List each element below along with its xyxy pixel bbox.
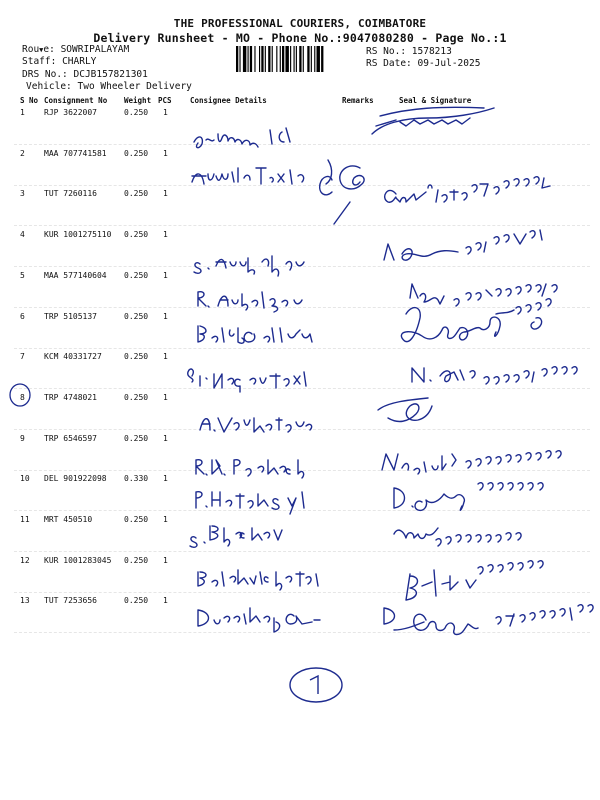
cell-pcs: 1 <box>163 148 168 158</box>
cell-sno: 5 <box>20 270 25 280</box>
staff-value: CHARLY <box>62 56 97 67</box>
cell-sno: 9 <box>20 433 25 443</box>
barcode-bar <box>307 46 309 72</box>
barcode-bar <box>236 46 238 72</box>
cell-consignment-no: RJP 3622007 <box>44 108 97 117</box>
rs-no-line <box>366 46 452 57</box>
cell-weight: 0.250 <box>124 352 149 362</box>
vehicle-line <box>26 81 192 92</box>
cell-weight: 0.250 <box>124 596 149 606</box>
cell-consignment-no: KUR 1001283045 <box>44 555 112 565</box>
handwritten-signatures-and-phones <box>376 150 600 640</box>
cell-pcs: 1 <box>163 311 168 321</box>
seal-stamp <box>366 104 496 140</box>
route-label-colon: e: <box>43 44 55 55</box>
cell-pcs: 1 <box>163 515 168 524</box>
barcode-bar <box>303 46 304 72</box>
drs-line <box>22 69 148 80</box>
barcode-bar <box>282 46 284 72</box>
cell-pcs: 1 <box>163 270 168 280</box>
staff-line <box>22 56 96 67</box>
cell-pcs: 1 <box>163 474 168 484</box>
cell-consignment-no: TRP 5105137 <box>44 311 97 321</box>
cell-sno: 10 <box>20 474 30 484</box>
cell-consignment-no: TRP 4748021 <box>44 392 97 402</box>
cell-sno: 11 <box>20 515 30 524</box>
cell-pcs: 1 <box>163 108 168 117</box>
runsheet-subtitle: Delivery Runsheet - MO - Phone No.:9047080280 - Page No.:1 <box>93 31 507 45</box>
cell-sno: 13 <box>20 596 30 606</box>
route-value: SOWRIPALAYAM <box>60 44 130 55</box>
vehicle-value: Two Wheeler Delivery <box>77 81 192 92</box>
company-title: THE PROFESSIONAL COURIERS, COIMBATORE <box>173 17 427 30</box>
barcode-bar <box>272 46 273 72</box>
cell-pcs: 1 <box>163 230 168 240</box>
barcode-bar <box>296 46 297 72</box>
rs-no-label: RS No.: <box>366 46 407 57</box>
rs-no-value: 1578213 <box>411 46 452 57</box>
barcode-bar <box>285 46 288 72</box>
barcode-bar <box>321 46 323 72</box>
col-header-sno: S No <box>20 96 39 105</box>
drs-label: DRS No.: <box>22 69 68 80</box>
cell-weight: 0.250 <box>124 392 149 402</box>
barcode <box>236 46 358 72</box>
cell-consignment-no: KCM 40331727 <box>44 352 102 362</box>
barcode-bar <box>250 46 252 72</box>
cell-consignment-no: MRT 450510 <box>44 515 93 524</box>
cell-sno: 6 <box>20 311 25 321</box>
cell-consignment-no: TUT 7260116 <box>44 189 97 199</box>
barcode-bar <box>259 46 260 72</box>
route-label: Rou <box>22 44 40 55</box>
col-header-seal-signature: Seal & Signature <box>399 96 472 105</box>
cell-pcs: 1 <box>163 433 168 443</box>
cell-sno: 8 <box>20 392 25 402</box>
cell-weight: 0.250 <box>124 230 149 240</box>
col-header-consignee: Consignee Details <box>190 96 267 105</box>
barcode-bar <box>276 46 277 72</box>
cell-weight: 0.250 <box>124 148 149 158</box>
barcode-bar <box>280 46 281 72</box>
cell-weight: 0.250 <box>124 311 149 321</box>
drs-value: DCJB157821301 <box>73 69 148 80</box>
cell-sno: 7 <box>20 352 25 362</box>
barcode-bar <box>265 46 266 72</box>
barcode-bar <box>243 46 246 72</box>
cell-pcs: 1 <box>163 596 168 606</box>
circle-annotation-row-8 <box>7 382 33 408</box>
rs-date-line <box>366 58 480 69</box>
vehicle-label: Vehicle: <box>26 81 72 92</box>
cell-weight: 0.250 <box>124 270 149 280</box>
barcode-bar <box>254 46 255 72</box>
rs-date-label: RS Date: <box>366 58 412 69</box>
cell-pcs: 1 <box>163 352 168 362</box>
barcode-bar <box>290 46 291 72</box>
cell-pcs: 1 <box>163 555 168 565</box>
cell-sno: 12 <box>20 555 30 565</box>
handwritten-consignee-names <box>186 120 336 640</box>
barcode-bar <box>294 46 295 72</box>
col-header-consignment: Consignment No <box>44 96 108 105</box>
barcode-bar <box>261 46 263 72</box>
cell-consignment-no: MAA 707741581 <box>44 148 107 158</box>
barcode-bar <box>268 46 270 72</box>
barcode-bar <box>248 46 249 72</box>
cell-weight: 0.250 <box>124 515 149 524</box>
rs-date-value: 09-Jul-2025 <box>417 58 481 69</box>
cell-weight: 0.250 <box>124 189 149 199</box>
barcode-bar <box>239 46 240 72</box>
cell-sno: 1 <box>20 108 25 117</box>
remarks-scribble <box>320 150 380 230</box>
route-line: Rou▼e: SOWRIPALAYAM <box>22 44 130 55</box>
cell-sno: 2 <box>20 148 25 158</box>
staff-label: Staff: <box>22 56 57 67</box>
cell-weight: 0.330 <box>124 474 149 484</box>
col-header-weight: Weight <box>124 96 152 105</box>
barcode-bar <box>317 46 320 72</box>
barcode-bar <box>299 46 301 72</box>
barcode-bar <box>311 46 312 72</box>
col-header-pcs: PCS <box>158 96 172 105</box>
cell-consignment-no: DEL 901922098 <box>44 474 107 484</box>
cell-weight: 0.250 <box>124 555 149 565</box>
barcode-bar <box>314 46 315 72</box>
col-header-remarks: Remarks <box>342 96 374 105</box>
cell-sno: 4 <box>20 230 25 240</box>
cell-sno: 3 <box>20 189 25 199</box>
cell-weight: 0.250 <box>124 108 149 117</box>
circled-mark-bottom <box>286 664 346 706</box>
cell-consignment-no: KUR 1001275110 <box>44 230 112 240</box>
cell-weight: 0.250 <box>124 433 149 443</box>
cell-consignment-no: MAA 577140604 <box>44 270 107 280</box>
cell-pcs: 1 <box>163 392 168 402</box>
cell-consignment-no: TUT 7253656 <box>44 596 97 606</box>
cell-pcs: 1 <box>163 189 168 199</box>
cell-consignment-no: TRP 6546597 <box>44 433 97 443</box>
